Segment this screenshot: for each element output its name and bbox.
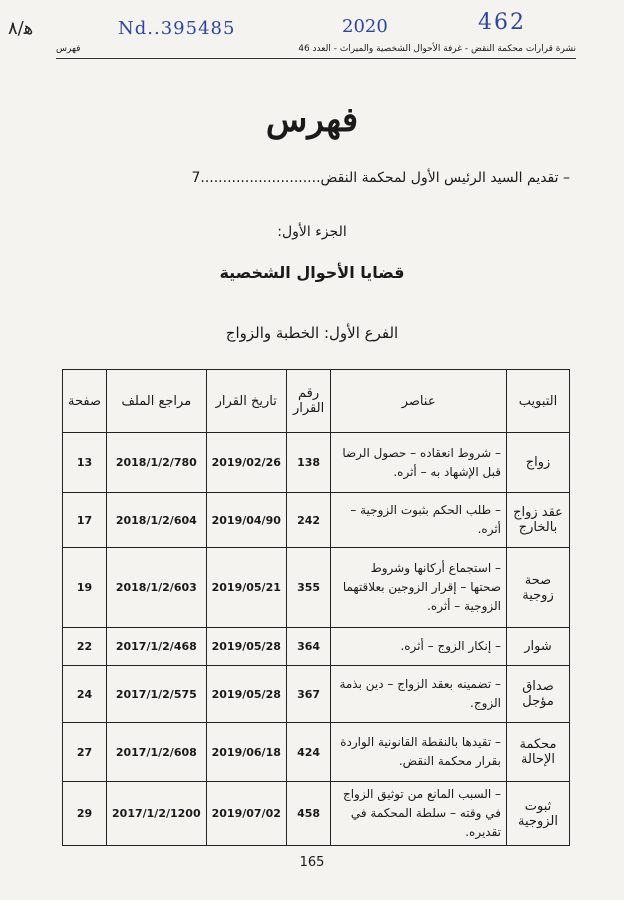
cell-page: 27 <box>63 723 107 782</box>
cell-category: ثبوت الزوجية <box>507 782 570 846</box>
cell-page: 29 <box>63 782 107 846</box>
cell-file-ref: 2018/1/2/603 <box>107 548 207 628</box>
header-elements: عناصر <box>331 370 507 433</box>
cell-elements: – شروط انعقاده – حصول الرضا قبل الإشهاد به – أثره. <box>331 433 507 493</box>
cell-decision-number: 364 <box>286 628 330 666</box>
page-number: 165 <box>299 855 325 870</box>
running-header <box>56 42 576 59</box>
cell-elements: – السبب المانع من توثيق الزواج في وقته – سلطة المحكمة في تقديره. <box>331 782 507 846</box>
cell-elements: – استجماع أركانها وشروط صحتها – إقرار الزوجين بعلاقتهما الزوجية – أثره. <box>331 548 507 628</box>
running-header-journal: نشرة قرارات محكمة النقض - غرفة الأحوال الشخصية والميراث - العدد 46 <box>298 44 576 54</box>
cell-elements: – تقيدها بالنقطة القانونية الواردة بقرار محكمة النقض. <box>331 723 507 782</box>
cell-decision-number: 138 <box>286 433 330 493</box>
cell-category: صحة زوجية <box>507 548 570 628</box>
cell-decision-date: 2019/05/28 <box>206 628 286 666</box>
cell-file-ref: 2017/1/2/1200 <box>107 782 207 846</box>
header-file-ref: مراجع الملف <box>107 370 207 433</box>
handwritten-reference: Nd..395485 <box>118 18 236 39</box>
cell-decision-date: 2019/07/02 <box>206 782 286 846</box>
table-row <box>63 493 570 548</box>
cell-elements: – تضمينه بعقد الزواج – دين بذمة الزوج. <box>331 666 507 723</box>
margin-mark: ﻫ/٨ <box>8 18 34 39</box>
cell-category: زواج <box>507 433 570 493</box>
cell-page: 22 <box>63 628 107 666</box>
header-decision-date: تاريخ القرار <box>206 370 286 433</box>
cell-decision-date: 2019/05/28 <box>206 666 286 723</box>
cell-page: 17 <box>63 493 107 548</box>
cell-elements: – طلب الحكم بثبوت الزوجية – أثره. <box>331 493 507 548</box>
cell-file-ref: 2018/1/2/604 <box>107 493 207 548</box>
topic-heading: قضايا الأحوال الشخصية <box>219 263 405 282</box>
cell-decision-date: 2019/04/90 <box>206 493 286 548</box>
cell-file-ref: 2017/1/2/575 <box>107 666 207 723</box>
branch-heading: الفرع الأول: الخطبة والزواج <box>225 324 399 342</box>
cell-file-ref: 2018/1/2/780 <box>107 433 207 493</box>
table-row <box>63 782 570 846</box>
cell-decision-number: 355 <box>286 548 330 628</box>
cell-page: 24 <box>63 666 107 723</box>
cell-decision-date: 2019/05/21 <box>206 548 286 628</box>
table-row <box>63 628 570 666</box>
cell-page: 19 <box>63 548 107 628</box>
cell-decision-date: 2019/06/18 <box>206 723 286 782</box>
cell-elements: – إنكار الزوج – أثره. <box>331 628 507 666</box>
toc-entry: – تقديم السيد الرئيس الأول لمحكمة النقض...........................7 <box>191 170 570 186</box>
header-category: التبويب <box>507 370 570 433</box>
header-decision-number: رقم القرار <box>286 370 330 433</box>
cell-decision-number: 367 <box>286 666 330 723</box>
cell-page: 13 <box>63 433 107 493</box>
table-row <box>63 548 570 628</box>
cell-decision-number: 242 <box>286 493 330 548</box>
cell-category: شوار <box>507 628 570 666</box>
cell-decision-number: 424 <box>286 723 330 782</box>
cell-category: محكمة الإحالة <box>507 723 570 782</box>
handwritten-number: 462 <box>478 10 526 35</box>
table-row <box>63 666 570 723</box>
cell-category: صداق مؤجل <box>507 666 570 723</box>
table-row <box>63 723 570 782</box>
handwritten-year: 2020 <box>342 16 388 37</box>
running-header-section: فهرس <box>56 44 81 54</box>
index-table <box>62 369 570 846</box>
header-page: صفحة <box>63 370 107 433</box>
cell-file-ref: 2017/1/2/468 <box>107 628 207 666</box>
page-title: فهرس <box>265 100 359 140</box>
cell-file-ref: 2017/1/2/608 <box>107 723 207 782</box>
cell-decision-date: 2019/02/26 <box>206 433 286 493</box>
table-row <box>63 433 570 493</box>
part-heading: الجزء الأول: <box>277 224 347 240</box>
cell-decision-number: 458 <box>286 782 330 846</box>
table-header-row <box>63 370 570 433</box>
cell-category: عقد زواج بالخارج <box>507 493 570 548</box>
